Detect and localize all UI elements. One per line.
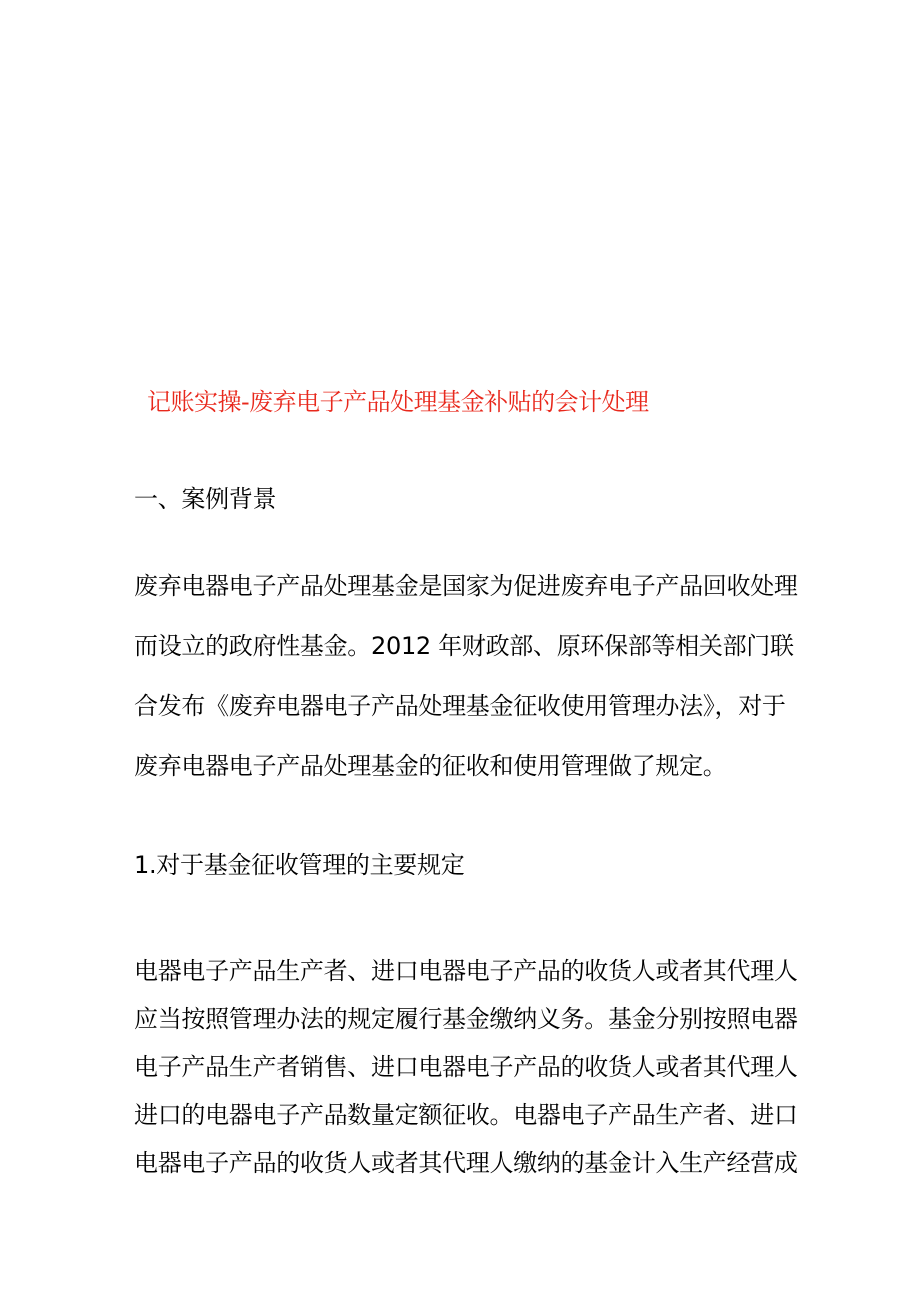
paragraph-fund-collection	[134, 947, 798, 1187]
paragraph-line: 进口的电器电子产品数量定额征收。电器电子产品生产者、进口	[134, 1101, 798, 1129]
subsection-heading-fund-collection: 1.对于基金征收管理的主要规定	[134, 851, 465, 879]
section-heading-background: 一、案例背景	[134, 485, 277, 513]
paragraph-background	[134, 556, 798, 796]
paragraph-line: 电子产品生产者销售、进口电器电子产品的收货人或者其代理人	[134, 1053, 798, 1081]
paragraph-line: 应当按照管理办法的规定履行基金缴纳义务。基金分别按照电器	[134, 1005, 798, 1033]
paragraph-line: 合发布《废弃电器电子产品处理基金征收使用管理办法》，对于	[134, 692, 786, 720]
document-title: 记账实操-废弃电子产品处理基金补贴的会计处理	[147, 388, 649, 416]
paragraph-line: 废弃电器电子产品处理基金的征收和使用管理做了规定。	[134, 752, 727, 780]
paragraph-line: 废弃电器电子产品处理基金是国家为促进废弃电子产品回收处理	[134, 572, 798, 600]
paragraph-line: 电器电子产品的收货人或者其代理人缴纳的基金计入生产经营成	[134, 1149, 798, 1177]
paragraph-line: 电器电子产品生产者、进口电器电子产品的收货人或者其代理人	[134, 957, 798, 985]
paragraph-line: 而设立的政府性基金。2012 年财政部、原环保部等相关部门联	[134, 632, 794, 660]
